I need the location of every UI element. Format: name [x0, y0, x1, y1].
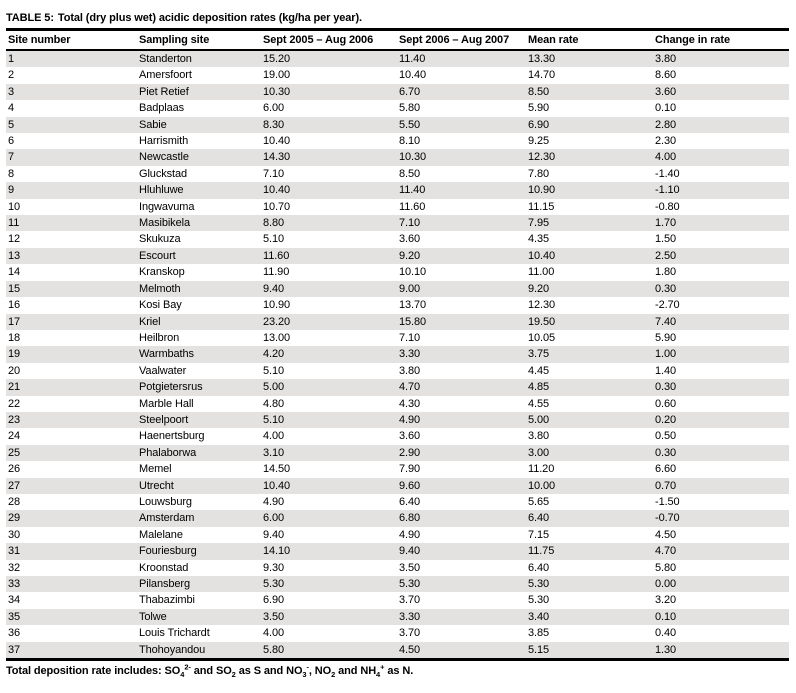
change-in-rate-cell: 3.80 [655, 53, 677, 65]
rate-2006-2007-cell: 6.40 [399, 495, 421, 508]
sampling-site-cell: Steelpoort [139, 413, 189, 426]
rate-2005-2006-cell: 4.00 [263, 627, 285, 640]
change-in-rate-cell: 0.20 [655, 413, 677, 426]
rate-2005-2006-cell: 19.00 [263, 69, 291, 82]
rate-2006-2007-cell: 7.10 [399, 331, 421, 344]
mean-rate-cell: 5.30 [528, 594, 550, 607]
table-row [6, 182, 789, 198]
mean-rate-cell: 5.00 [528, 413, 550, 426]
table-row [6, 346, 789, 362]
rate-2006-2007-cell: 10.40 [399, 69, 427, 82]
rate-2006-2007-cell: 4.90 [399, 528, 421, 541]
rate-2006-2007-cell: 5.50 [399, 118, 421, 131]
site-number-cell: 2 [8, 69, 15, 82]
table-row [6, 543, 789, 559]
change-in-rate-cell: -2.70 [655, 299, 680, 312]
rate-2006-2007-cell: 4.50 [399, 643, 421, 656]
footnote-text: and NH [335, 665, 377, 678]
mean-rate-cell: 3.00 [528, 446, 550, 459]
change-in-rate-cell: 0.40 [655, 627, 677, 640]
site-number-cell: 31 [8, 545, 21, 558]
change-in-rate-cell: 0.30 [655, 282, 677, 295]
sampling-site-cell: Vaalwater [139, 364, 187, 377]
table-title-text: Total (dry plus wet) acidic deposition rates (kg/ha per year). [57, 12, 363, 24]
sampling-site-cell: Memel [139, 463, 172, 476]
mean-rate-cell: 6.40 [528, 561, 550, 574]
sampling-site-cell: Piet Retief [139, 85, 189, 98]
site-number-cell: 12 [8, 233, 21, 246]
table-row [6, 100, 789, 116]
site-number-cell: 10 [8, 200, 21, 213]
sampling-site-cell: Masibikela [139, 217, 190, 230]
site-number-cell: 14 [8, 266, 21, 279]
change-in-rate-cell: 4.50 [655, 528, 677, 541]
change-in-rate-cell: 8.60 [655, 69, 677, 82]
table-row [6, 527, 789, 543]
rate-2006-2007-cell: 2.90 [399, 446, 421, 459]
table-row [6, 314, 789, 330]
rate-2006-2007-cell: 11.40 [399, 53, 426, 65]
rate-2006-2007-cell: 3.50 [399, 561, 421, 574]
rate-2005-2006-cell: 5.80 [263, 643, 285, 656]
mean-rate-cell: 6.90 [528, 118, 550, 131]
sampling-site-cell: Gluckstad [139, 167, 188, 180]
rate-2005-2006-cell: 4.90 [263, 495, 285, 508]
rate-2005-2006-cell: 23.20 [263, 315, 291, 328]
site-number-cell: 34 [8, 594, 21, 607]
sampling-site-cell: Amsterdam [139, 512, 195, 525]
table-row [6, 330, 789, 346]
table-row [6, 215, 789, 231]
site-number-cell: 32 [8, 561, 21, 574]
sampling-site-cell: Louis Trichardt [139, 627, 210, 640]
table-row [6, 396, 789, 412]
sampling-site-cell: Thabazimbi [139, 594, 195, 607]
rate-2006-2007-cell: 6.80 [399, 512, 421, 525]
mean-rate-cell: 10.00 [528, 479, 556, 492]
change-in-rate-cell: 0.70 [655, 479, 677, 492]
table-title [6, 11, 789, 25]
change-in-rate-cell: 0.10 [655, 610, 677, 623]
sampling-site-cell: Ingwavuma [139, 200, 195, 213]
change-in-rate-cell: -1.50 [655, 495, 680, 508]
rate-2005-2006-cell: 9.30 [263, 561, 285, 574]
mean-rate-cell: 4.55 [528, 397, 550, 410]
table-row [6, 50, 789, 67]
table-row [6, 231, 789, 247]
sampling-site-cell: Amersfoort [139, 69, 192, 82]
change-in-rate-cell: 1.70 [655, 217, 677, 230]
sampling-site-cell: Kroonstad [139, 561, 189, 574]
rate-2006-2007-cell: 10.10 [399, 266, 427, 279]
change-in-rate-cell: 0.50 [655, 430, 677, 443]
rate-2005-2006-cell: 3.50 [263, 610, 285, 623]
rate-2006-2007-cell: 3.70 [399, 627, 421, 640]
mean-rate-cell: 11.75 [528, 545, 555, 558]
change-in-rate-cell: 0.30 [655, 446, 677, 459]
table-row [6, 281, 789, 297]
site-number-cell: 25 [8, 446, 21, 459]
rate-2005-2006-cell: 14.50 [263, 463, 291, 476]
site-number-cell: 20 [8, 364, 21, 377]
table-row [6, 445, 789, 461]
mean-rate-cell: 11.20 [528, 463, 555, 476]
change-in-rate-cell: 2.80 [655, 118, 677, 131]
rate-2006-2007-cell: 9.20 [399, 249, 421, 262]
change-in-rate-cell: 1.00 [655, 348, 677, 361]
rate-2006-2007-cell: 3.60 [399, 233, 421, 246]
site-number-cell: 22 [8, 397, 21, 410]
site-number-cell: 21 [8, 381, 21, 394]
table-row [6, 133, 789, 149]
table-title-label: TABLE 5: [6, 12, 54, 24]
rate-2005-2006-cell: 10.90 [263, 299, 291, 312]
site-number-cell: 35 [8, 610, 21, 623]
sampling-site-cell: Kosi Bay [139, 299, 182, 312]
deposition-rates-table [6, 28, 789, 661]
rate-2005-2006-cell: 8.30 [263, 118, 285, 131]
mean-rate-cell: 12.30 [528, 299, 556, 312]
footnote-sub: 4 [180, 670, 185, 680]
change-in-rate-cell: 4.00 [655, 151, 677, 164]
rate-2006-2007-cell: 9.00 [399, 282, 421, 295]
site-number-cell: 6 [8, 135, 15, 148]
table-row [6, 166, 789, 182]
mean-rate-cell: 9.25 [528, 135, 550, 148]
rate-2005-2006-cell: 8.80 [263, 217, 285, 230]
rate-2005-2006-cell: 5.30 [263, 578, 285, 590]
table-row [6, 199, 789, 215]
footnote-sup: 2- [184, 662, 191, 672]
change-in-rate-cell: -1.40 [655, 167, 680, 180]
mean-rate-cell: 7.95 [528, 217, 550, 230]
sampling-site-cell: Phalaborwa [139, 446, 197, 459]
rate-2005-2006-cell: 14.10 [263, 545, 291, 558]
mean-rate-cell: 3.40 [528, 610, 550, 623]
footnote-text: as N. [384, 665, 414, 678]
sampling-site-cell: Thohoyandou [139, 643, 206, 656]
mean-rate-cell: 9.20 [528, 282, 550, 295]
change-in-rate-cell: 0.00 [655, 578, 677, 590]
rate-2005-2006-cell: 6.00 [263, 102, 285, 115]
site-number-cell: 11 [8, 217, 20, 230]
footnote-sub: 4 [376, 670, 381, 680]
rate-2005-2006-cell: 4.80 [263, 397, 285, 410]
sampling-site-cell: Haenertsburg [139, 430, 205, 443]
rate-2005-2006-cell: 9.40 [263, 528, 285, 541]
rate-2006-2007-cell: 5.30 [399, 578, 421, 590]
mean-rate-cell: 12.30 [528, 151, 556, 164]
mean-rate-cell: 11.15 [528, 200, 555, 213]
site-number-cell: 8 [8, 167, 15, 180]
change-in-rate-cell: 1.80 [655, 266, 677, 279]
sampling-site-cell: Utrecht [139, 479, 174, 492]
sampling-site-cell: Fouriesburg [139, 545, 197, 558]
rate-2006-2007-cell: 7.90 [399, 463, 421, 476]
sampling-site-cell: Sabie [139, 118, 167, 131]
rate-2005-2006-cell: 10.40 [263, 135, 291, 148]
rate-2005-2006-cell: 11.60 [263, 249, 290, 262]
table-row [6, 609, 789, 625]
site-number-cell: 5 [8, 118, 15, 131]
site-number-cell: 24 [8, 430, 21, 443]
mean-rate-cell: 5.30 [528, 578, 550, 590]
mean-rate-cell: 8.50 [528, 85, 550, 98]
change-in-rate-cell: 0.30 [655, 381, 677, 394]
site-number-cell: 7 [8, 151, 15, 164]
rate-2005-2006-cell: 9.40 [263, 282, 285, 295]
rate-2005-2006-cell: 7.10 [263, 167, 285, 180]
rate-2006-2007-cell: 5.80 [399, 102, 421, 115]
rate-2005-2006-cell: 11.90 [263, 266, 290, 279]
site-number-cell: 37 [8, 643, 21, 656]
mean-rate-cell: 7.80 [528, 167, 550, 180]
table-row [6, 494, 789, 510]
mean-rate-cell: 4.35 [528, 233, 550, 246]
rate-2005-2006-cell: 14.30 [263, 151, 291, 164]
sampling-site-cell: Kriel [139, 315, 161, 328]
column-header-5: Mean rate [528, 34, 579, 46]
rate-2006-2007-cell: 11.40 [399, 184, 426, 197]
table-row [6, 625, 789, 641]
header-row [6, 30, 789, 51]
table-row [6, 560, 789, 576]
mean-rate-cell: 6.40 [528, 512, 550, 525]
mean-rate-cell: 14.70 [528, 69, 556, 82]
footnote-text: Total deposition rate includes: SO [6, 665, 181, 678]
table-row [6, 67, 789, 83]
rate-2005-2006-cell: 6.90 [263, 594, 285, 607]
rate-2005-2006-cell: 10.40 [263, 184, 291, 197]
table-row [6, 642, 789, 660]
site-number-cell: 18 [8, 331, 21, 344]
column-header-2: Sampling site [139, 34, 210, 46]
rate-2006-2007-cell: 3.80 [399, 364, 421, 377]
change-in-rate-cell: -0.70 [655, 512, 680, 525]
sampling-site-cell: Potgietersrus [139, 381, 203, 394]
rate-2006-2007-cell: 6.70 [399, 85, 421, 98]
rate-2006-2007-cell: 4.30 [399, 397, 421, 410]
footnote-text: and SO [190, 665, 232, 678]
change-in-rate-cell: 7.40 [655, 315, 677, 328]
mean-rate-cell: 10.90 [528, 184, 556, 197]
change-in-rate-cell: 2.50 [655, 249, 677, 262]
rate-2006-2007-cell: 9.60 [399, 479, 421, 492]
site-number-cell: 1 [8, 53, 15, 65]
sampling-site-cell: Standerton [139, 53, 192, 65]
site-number-cell: 3 [8, 85, 15, 98]
change-in-rate-cell: 0.10 [655, 102, 677, 115]
rate-2006-2007-cell: 3.30 [399, 348, 421, 361]
sampling-site-cell: Newcastle [139, 151, 189, 164]
site-number-cell: 23 [8, 413, 21, 426]
site-number-cell: 33 [8, 578, 21, 590]
site-number-cell: 30 [8, 528, 21, 541]
change-in-rate-cell: 6.60 [655, 463, 677, 476]
rate-2006-2007-cell: 3.70 [399, 594, 421, 607]
mean-rate-cell: 13.30 [528, 53, 556, 65]
change-in-rate-cell: 0.60 [655, 397, 677, 410]
site-number-cell: 36 [8, 627, 21, 640]
change-in-rate-cell: 5.90 [655, 331, 677, 344]
table-row [6, 478, 789, 494]
site-number-cell: 13 [8, 249, 21, 262]
site-number-cell: 4 [8, 102, 15, 115]
sampling-site-cell: Pilansberg [139, 578, 190, 590]
rate-2006-2007-cell: 8.50 [399, 167, 421, 180]
rate-2006-2007-cell: 9.40 [399, 545, 421, 558]
mean-rate-cell: 10.40 [528, 249, 556, 262]
rate-2006-2007-cell: 15.80 [399, 315, 427, 328]
site-number-cell: 27 [8, 479, 21, 492]
table-row [6, 592, 789, 608]
rate-2005-2006-cell: 10.70 [263, 200, 291, 213]
change-in-rate-cell: -1.10 [655, 184, 680, 197]
footnote-text: , NO [308, 665, 332, 678]
sampling-site-cell: Melmoth [139, 282, 181, 295]
sampling-site-cell: Louwsburg [139, 495, 192, 508]
footnote-sub: 2 [331, 670, 336, 680]
table-row [6, 149, 789, 165]
table-row [6, 117, 789, 133]
table-row [6, 297, 789, 313]
rate-2006-2007-cell: 4.90 [399, 413, 421, 426]
mean-rate-cell: 10.05 [528, 331, 556, 344]
rate-2005-2006-cell: 15.20 [263, 53, 291, 65]
change-in-rate-cell: 4.70 [655, 545, 677, 558]
footnote-sup: - [306, 662, 309, 672]
change-in-rate-cell: 3.60 [655, 85, 677, 98]
site-number-cell: 9 [8, 184, 15, 197]
site-number-cell: 26 [8, 463, 21, 476]
change-in-rate-cell: 2.30 [655, 135, 677, 148]
sampling-site-cell: Escourt [139, 249, 176, 262]
mean-rate-cell: 4.45 [528, 364, 550, 377]
mean-rate-cell: 5.90 [528, 102, 550, 115]
rate-2005-2006-cell: 10.30 [263, 85, 291, 98]
column-header-6: Change in rate [655, 34, 731, 46]
mean-rate-cell: 3.80 [528, 430, 550, 443]
table-row [6, 363, 789, 379]
sampling-site-cell: Heilbron [139, 331, 180, 344]
table-row [6, 84, 789, 100]
change-in-rate-cell: 5.80 [655, 561, 677, 574]
table-row [6, 248, 789, 264]
rate-2006-2007-cell: 3.60 [399, 430, 421, 443]
rate-2005-2006-cell: 6.00 [263, 512, 285, 525]
site-number-cell: 15 [8, 282, 21, 295]
rate-2005-2006-cell: 5.00 [263, 381, 285, 394]
site-number-cell: 19 [8, 348, 21, 361]
rate-2005-2006-cell: 10.40 [263, 479, 291, 492]
rate-2006-2007-cell: 3.30 [399, 610, 421, 623]
column-header-3: Sept 2005 – Aug 2006 [263, 34, 374, 46]
mean-rate-cell: 5.15 [528, 643, 550, 656]
footnote-text: as S and NO [235, 665, 303, 678]
sampling-site-cell: Hluhluwe [139, 184, 184, 197]
rate-2005-2006-cell: 5.10 [263, 413, 285, 426]
table-body [6, 50, 789, 660]
table-row [6, 412, 789, 428]
sampling-site-cell: Badplaas [139, 102, 185, 115]
site-number-cell: 29 [8, 512, 21, 525]
change-in-rate-cell: 3.20 [655, 594, 677, 607]
mean-rate-cell: 3.75 [528, 348, 550, 361]
sampling-site-cell: Kranskop [139, 266, 185, 279]
footnote-sup: + [380, 662, 385, 672]
change-in-rate-cell: -0.80 [655, 200, 680, 213]
table-row [6, 510, 789, 526]
sampling-site-cell: Harrismith [139, 135, 189, 148]
rate-2005-2006-cell: 4.00 [263, 430, 285, 443]
rate-2006-2007-cell: 13.70 [399, 299, 427, 312]
footnote-sub: 3 [302, 670, 307, 680]
table-header [6, 30, 789, 51]
table-row [6, 264, 789, 280]
site-number-cell: 17 [8, 315, 21, 328]
table-row [6, 379, 789, 395]
site-number-cell: 16 [8, 299, 21, 312]
rate-2005-2006-cell: 4.20 [263, 348, 285, 361]
rate-2005-2006-cell: 3.10 [263, 446, 285, 459]
sampling-site-cell: Tolwe [139, 610, 167, 623]
table-footnote [6, 664, 789, 678]
mean-rate-cell: 19.50 [528, 315, 556, 328]
column-header-4: Sept 2006 – Aug 2007 [399, 34, 510, 46]
change-in-rate-cell: 1.30 [655, 643, 677, 656]
rate-2005-2006-cell: 5.10 [263, 364, 285, 377]
sampling-site-cell: Warmbaths [139, 348, 194, 361]
site-number-cell: 28 [8, 495, 21, 508]
change-in-rate-cell: 1.40 [655, 364, 677, 377]
rate-2006-2007-cell: 7.10 [399, 217, 421, 230]
sampling-site-cell: Malelane [139, 528, 183, 541]
mean-rate-cell: 7.15 [528, 528, 550, 541]
sampling-site-cell: Marble Hall [139, 397, 194, 410]
rate-2006-2007-cell: 11.60 [399, 200, 426, 213]
rate-2005-2006-cell: 13.00 [263, 331, 291, 344]
column-header-1: Site number [8, 34, 71, 46]
footnote-sub: 2 [231, 670, 236, 680]
sampling-site-cell: Skukuza [139, 233, 181, 246]
mean-rate-cell: 3.85 [528, 627, 550, 640]
rate-2006-2007-cell: 4.70 [399, 381, 421, 394]
mean-rate-cell: 4.85 [528, 381, 550, 394]
table-row [6, 461, 789, 477]
mean-rate-cell: 11.00 [528, 266, 555, 279]
change-in-rate-cell: 1.50 [655, 233, 677, 246]
mean-rate-cell: 5.65 [528, 495, 550, 508]
table-row [6, 576, 789, 592]
table-row [6, 428, 789, 444]
rate-2005-2006-cell: 5.10 [263, 233, 285, 246]
rate-2006-2007-cell: 8.10 [399, 135, 421, 148]
rate-2006-2007-cell: 10.30 [399, 151, 427, 164]
